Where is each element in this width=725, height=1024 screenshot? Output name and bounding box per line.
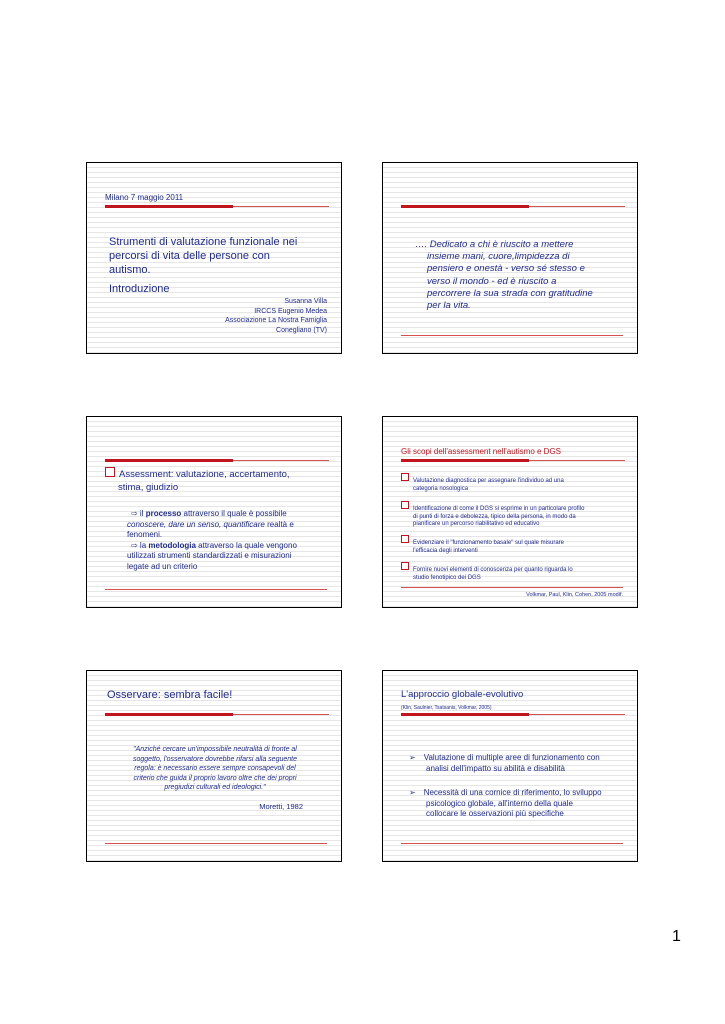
text-run: la	[137, 540, 149, 550]
quote-line: percorrere la sua strada con gratitudine	[427, 287, 593, 299]
text-run: legate ad un criterio	[127, 561, 198, 571]
arrowhead-bullet-icon: ➢	[409, 753, 416, 762]
quote-line: …. Dedicato a chi è riuscito a mettere	[415, 239, 574, 250]
text-run-bold: processo	[145, 509, 182, 518]
text-run: attraverso il quale è possibile	[181, 509, 287, 518]
author-line: Associazione La Nostra Famiglia	[225, 317, 327, 324]
footer-rule	[105, 589, 327, 590]
bullet-1	[409, 753, 600, 774]
title-rule	[529, 460, 625, 461]
quote-line: per la vita.	[427, 300, 471, 312]
item-text: di punti di forza e debolezza, tipico della persona, in modo da	[413, 513, 576, 520]
source-citation: Volkmar, Paul, Klin, Cohen, 2005 modif.	[526, 592, 623, 598]
quote-line: regola: è necessario essere sempre consapevoli del	[134, 765, 296, 773]
item-text: Valutazione diagnostica per assegnare l'individuo ad una	[413, 478, 564, 484]
text-run: il	[137, 509, 146, 518]
author-block	[225, 297, 327, 335]
title-accent-bar	[105, 205, 233, 208]
text-run: utilizzati strumenti standardizzati e misurazioni	[127, 551, 292, 560]
title-accent-bar	[105, 713, 233, 716]
bullet-text: Assessment: valutazione, accertamento,	[119, 469, 290, 480]
quote-line: insieme mani, cuore,limpidezza di	[427, 251, 570, 263]
dedication-quote	[415, 239, 593, 312]
text-run-bold: metodologia	[148, 540, 196, 550]
item-text: categoria nosologica	[413, 485, 469, 492]
title-rule	[233, 714, 329, 715]
slide-title: Gli scopi dell'assessment nell'autismo e DGS	[401, 447, 562, 456]
item-text: Identificazione di come il DGS si esprime in un particolare profilo	[413, 506, 585, 512]
item-1	[401, 473, 564, 493]
footer-rule	[401, 335, 623, 336]
bullet-text: psicologico globale, all'interno della quale	[426, 798, 573, 808]
title-line: Strumenti di valutazione funzionale nei	[109, 236, 298, 248]
author-line: IRCCS Eugenio Medea	[254, 307, 327, 315]
bullet-text: collocare le osservazioni più specifiche	[426, 809, 564, 818]
quote-line: pregiudizi culturali ed ideologici."	[164, 784, 266, 792]
bullet-assessment	[105, 467, 290, 494]
author-line: Susanna Villa	[284, 298, 327, 305]
arrowhead-bullet-icon: ➢	[409, 788, 416, 797]
slide-1	[86, 162, 342, 354]
page-number: 1	[672, 928, 681, 945]
author-line: Conegliano (TV)	[276, 326, 327, 334]
quote-line: criterio che guida il proprio lavoro oltre che dei propri	[133, 774, 297, 782]
slide-4	[382, 416, 638, 608]
slide-title: L'approccio globale-evolutivo	[401, 689, 524, 700]
quote-line: pensiero e onestà - verso sé stesso e	[427, 263, 585, 275]
title-accent-bar	[105, 459, 233, 462]
slide-6	[382, 670, 638, 862]
text-run: fenomeni.	[127, 530, 163, 539]
quote-line: verso il mondo - ed è riuscito a	[427, 275, 557, 287]
text-run: realtà e	[264, 519, 294, 529]
bullet-2	[409, 788, 602, 820]
square-bullet-icon	[401, 535, 409, 543]
title-accent-bar	[401, 205, 529, 208]
title-rule	[233, 206, 329, 207]
title-accent-bar	[401, 459, 529, 462]
item-text: studio fenotipico dei DGS	[413, 574, 481, 581]
title-accent-bar	[401, 713, 529, 716]
title-rule	[529, 714, 625, 715]
arrow-right-icon: ⇨	[131, 540, 138, 550]
square-bullet-icon	[401, 473, 409, 481]
item-text: pianificare un percorso riabilitativo ed educativo	[413, 521, 540, 527]
process-paragraph	[127, 509, 297, 572]
text-run-italic: conoscere, dare un senso, quantificare	[127, 519, 265, 529]
slide-3	[86, 416, 342, 608]
bullet-text: Necessità di una cornice di riferimento, lo sviluppo	[423, 788, 602, 797]
title-rule	[529, 206, 625, 207]
footer-rule	[401, 843, 623, 844]
bullet-text: analisi dell'impatto su abilità e disabilità	[426, 763, 565, 773]
title-rule	[233, 460, 329, 461]
item-3	[401, 535, 564, 555]
footer-rule	[401, 587, 623, 588]
title-line: percorsi di vita delle persone con	[109, 250, 270, 262]
item-text: Fornire nuovi elementi di conoscenza per quanto riguarda lo	[413, 567, 573, 573]
quote-citation: Moretti, 1982	[259, 802, 303, 811]
square-bullet-icon	[401, 562, 409, 570]
slide-2	[382, 162, 638, 354]
bullet-text: Valutazione di multiple aree di funzionamento con	[423, 753, 600, 762]
item-text: l'efficacia degli interventi	[413, 547, 478, 554]
square-bullet-icon	[401, 501, 409, 509]
item-2	[401, 501, 584, 529]
quote-line: soggetto, l'osservatore dovrebbe rifarsi alla seguente	[133, 755, 297, 763]
square-bullet-icon	[105, 467, 115, 477]
footer-rule	[105, 843, 327, 844]
slide-title: Osservare: sembra facile!	[107, 689, 233, 701]
item-text: Evidenziare il "funzionamento basale" sul quale misurare	[413, 540, 565, 546]
quote-line: "Anziché cercare un'impossibile neutralità di fronte al	[133, 746, 297, 753]
text-run: attraverso la quale vengono	[195, 540, 297, 550]
arrow-right-icon: ⇨	[131, 509, 138, 518]
bullet-text: stima, giudizio	[118, 481, 179, 493]
slide-5	[86, 670, 342, 862]
slide-subtitle: Introduzione	[109, 283, 170, 295]
slide-title	[109, 235, 297, 277]
observation-quote	[111, 745, 319, 793]
source-citation: (Klin, Saulnier, Tsatsanis, Volkmar, 2005)	[401, 705, 492, 711]
item-4	[401, 562, 573, 582]
slide-date: Milano 7 maggio 2011	[105, 193, 184, 202]
title-line: autismo.	[109, 264, 151, 276]
